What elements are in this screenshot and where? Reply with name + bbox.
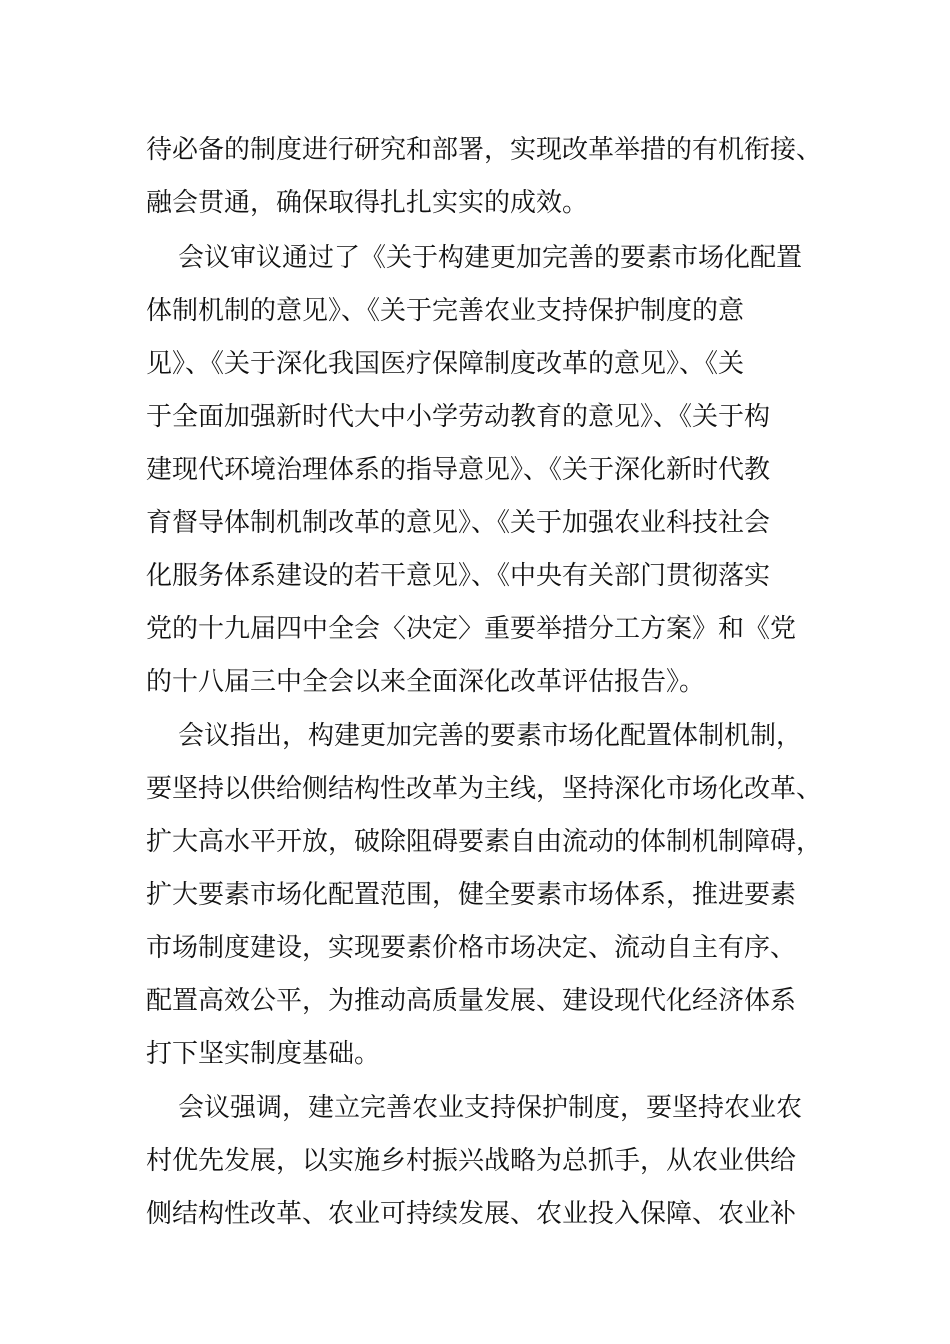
text-line: 党的十九届四中全会〈决定〉重要举措分工方案》和《党 [146,614,797,644]
text-line: 侧结构性改革、农业可持续发展、农业投入保障、农业补 [146,1199,797,1229]
text-line: 的十八届三中全会以来全面深化改革评估报告》。 [146,667,706,697]
text-line: 要坚持以供给侧结构性改革为主线，坚持深化市场化改革、 [146,774,823,804]
text-line: 打下坚实制度基础。 [146,1039,381,1069]
text-line: 见》、《关于深化我国医疗保障制度改革的意见》、《关 [146,349,745,379]
text-line: 待必备的制度进行研究和部署，实现改革举措的有机衔接、 [146,135,823,165]
text-line: 融会贯通，确保取得扎扎实实的成效。 [146,188,589,218]
text-line: 配置高效公平，为推动高质量发展、建设现代化经济体系 [146,986,797,1016]
paragraph-first-line: 会议审议通过了《关于构建更加完善的要素市场化配置 [178,243,803,273]
paragraph-first-line: 会议指出，构建更加完善的要素市场化配置体制机制， [178,721,803,751]
text-line: 扩大要素市场化配置范围，健全要素市场体系，推进要素 [146,880,797,910]
text-line: 市场制度建设，实现要素价格市场决定、流动自主有序、 [146,933,797,963]
text-line: 于全面加强新时代大中小学劳动教育的意见》、《关于构 [146,402,771,432]
text-line: 育督导体制机制改革的意见》、《关于加强农业科技社会 [146,508,771,538]
text-line: 建现代环境治理体系的指导意见》、《关于深化新时代教 [146,455,771,485]
text-line: 化服务体系建设的若干意见》、《中央有关部门贯彻落实 [146,561,771,591]
text-line: 扩大高水平开放，破除阻碍要素自由流动的体制机制障碍， [146,827,823,857]
text-line: 体制机制的意见》、《关于完善农业支持保护制度的意 [146,296,745,326]
text-line: 村优先发展，以实施乡村振兴战略为总抓手，从农业供给 [146,1146,797,1176]
paragraph-first-line: 会议强调，建立完善农业支持保护制度，要坚持农业农 [178,1093,803,1123]
